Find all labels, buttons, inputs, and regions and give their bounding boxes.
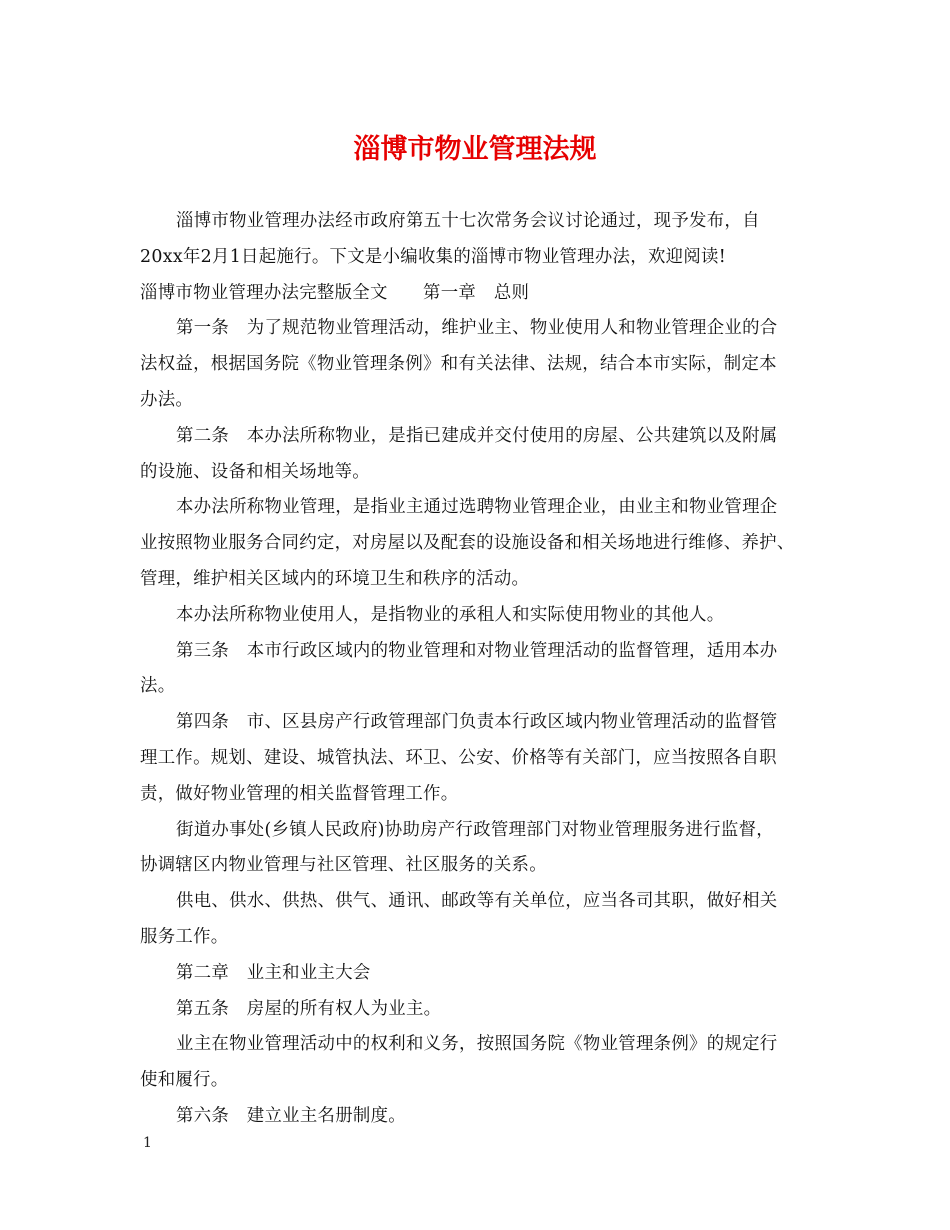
text-line: 服务工作。	[140, 926, 229, 947]
text-line: 业按照物业服务合同约定，对房屋以及配套的设施设备和相关场地进行维修、养护、	[140, 533, 795, 554]
text-line: 管理，维护相关区域内的环境卫生和秩序的活动。	[140, 568, 530, 589]
text-line: 责，做好物业管理的相关监督管理工作。	[140, 783, 459, 804]
text-line: 淄博市物业管理办法经市政府第五十七次常务会议讨论通过，现予发布，自	[176, 211, 760, 231]
document-title: 淄博市物业管理法规	[353, 134, 597, 165]
text-line: 第六条 建立业主名册制度。	[176, 1105, 406, 1126]
text-line: 第三条 本市行政区域内的物业管理和对物业管理活动的监督管理，适用本办	[176, 640, 778, 661]
text-line: 理工作。规划、建设、城管执法、环卫、公安、价格等有关部门，应当按照各自职	[140, 747, 777, 768]
text-line: 法。	[140, 676, 176, 697]
text-line: 供电、供水、供热、供气、通讯、邮政等有关单位，应当各司其职，做好相关	[176, 891, 778, 912]
text-line: 本办法所称物业使用人，是指物业的承租人和实际使用物业的其他人。	[176, 604, 725, 625]
text-line: 使和履行。	[140, 1070, 229, 1091]
text-line: 协调辖区内物业管理与社区管理、社区服务的关系。	[140, 855, 547, 876]
text-line: 淄博市物业管理办法完整版全文 第一章 总则	[140, 282, 530, 303]
text-line: 街道办事处(乡镇人民政府)协助房产行政管理部门对物业管理服务进行监督，	[176, 819, 774, 840]
document-body	[140, 204, 816, 1135]
page-number: 1	[143, 1135, 152, 1151]
text-line: 第五条 房屋的所有权人为业主。	[176, 998, 442, 1019]
text-line: 第一条 为了规范物业管理活动，维护业主、物业使用人和物业管理企业的合	[176, 318, 778, 339]
text-line: 20xx年2月1日起施行。下文是小编收集的淄博市物业管理办法，欢迎阅读!	[140, 246, 726, 267]
text-line: 业主在物业管理活动中的权利和义务，按照国务院《物业管理条例》的规定行	[176, 1034, 778, 1055]
text-line: 第四条 市、区县房产行政管理部门负责本行政区域内物业管理活动的监督管	[176, 712, 778, 733]
text-line: 本办法所称物业管理，是指业主通过选聘物业管理企业，由业主和物业管理企	[176, 497, 778, 518]
text-line: 的设施、设备和相关场地等。	[140, 461, 370, 482]
text-line: 办法。	[140, 389, 194, 410]
text-line: 第二章 业主和业主大会	[176, 962, 371, 983]
text-line: 第二条 本办法所称物业，是指已建成并交付使用的房屋、公共建筑以及附属	[176, 425, 778, 446]
text-line: 法权益，根据国务院《物业管理条例》和有关法律、法规，结合本市实际，制定本	[140, 354, 777, 375]
